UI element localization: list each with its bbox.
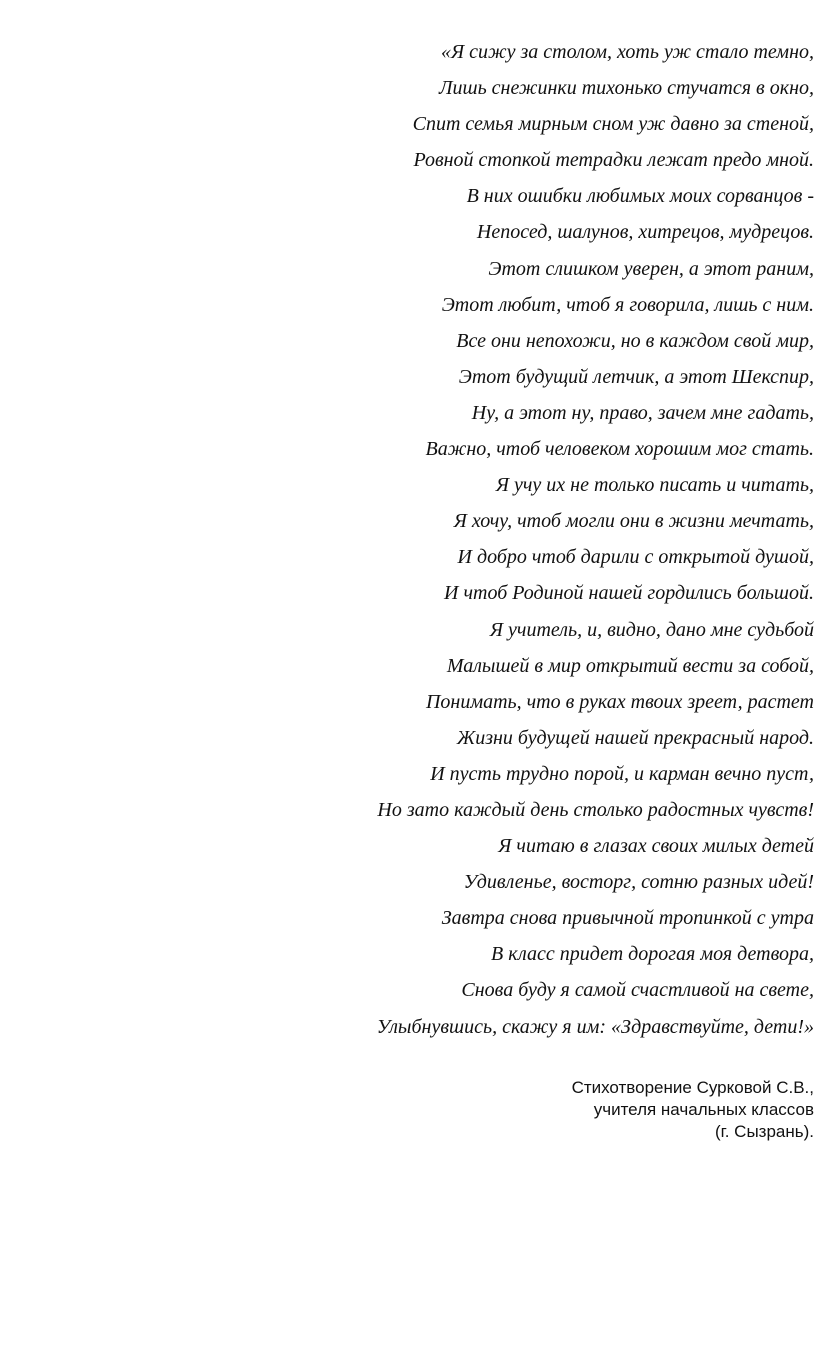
poem-line: И добро чтоб дарили с открытой душой, [457, 546, 814, 569]
author-signature [0, 1077, 816, 1143]
poem-line: Непосед, шалунов, хитрецов, мудрецов. [476, 221, 814, 244]
poem-line: В класс придет дорогая моя детвора, [491, 943, 814, 966]
poem-line: «Я сижу за столом, хоть уж стало темно, [440, 41, 814, 63]
poem-line: Завтра снова привычной тропинкой с утра [441, 907, 814, 930]
signature-line-position: учителя начальных классов [593, 1100, 814, 1119]
poem-line: Я учитель, и, видно, дано мне судьбой [489, 618, 814, 641]
poem-line: Я читаю в глазах своих милых детей [498, 835, 814, 858]
poem-line: Снова буду я самой счастливой на свете, [461, 979, 814, 1002]
poem-line: Спит семья мирным сном уж давно за стеной, [412, 113, 814, 136]
poem-line: Ну, а этот ну, право, зачем мне гадать, [471, 401, 814, 424]
poem-line: И пусть трудно порой, и карман вечно пуст, [430, 762, 814, 785]
poem-line: Я учу их не только писать и читать, [495, 474, 814, 497]
poem-block [0, 34, 816, 1045]
poem-line: Этот слишком уверен, а этот раним, [488, 257, 814, 280]
poem-line: И чтоб Родиной нашей гордились большой. [444, 582, 814, 605]
signature-line-author: Стихотворение Сурковой С.В., [571, 1078, 814, 1097]
poem-line: Все они непохожи, но в каждом свой мир, [456, 329, 814, 352]
poem-line: Жизни будущей нашей прекрасный народ. [456, 726, 814, 749]
poem-line: Понимать, что в руках твоих зреет, растет [425, 690, 814, 713]
poem-line: Малышей в мир открытий вести за собой, [446, 654, 814, 677]
poem-line: Важно, чтоб человеком хорошим мог стать. [425, 438, 814, 461]
poem-line: Улыбнувшись, скажу я им: «Здравствуйте, дети!» [376, 1015, 814, 1038]
poem-line: Я хочу, чтоб могли они в жизни мечтать, [453, 510, 814, 533]
poem-line: В них ошибки любимых моих сорванцов - [466, 185, 814, 208]
signature-line-city: (г. Сызрань). [714, 1122, 814, 1141]
poem-line: Но зато каждый день столько радостных чувств! [377, 798, 814, 821]
poem-line: Этот любит, чтоб я говорила, лишь с ним. [441, 293, 814, 316]
poem-line: Этот будущий летчик, а этот Шекспир, [458, 365, 814, 388]
poem-line: Лишь снежинки тихонько стучатся в окно, [438, 77, 814, 100]
poem-line: Удивленье, восторг, сотню разных идей! [463, 871, 814, 894]
poem-line: Ровной стопкой тетрадки лежат предо мной. [413, 149, 814, 172]
